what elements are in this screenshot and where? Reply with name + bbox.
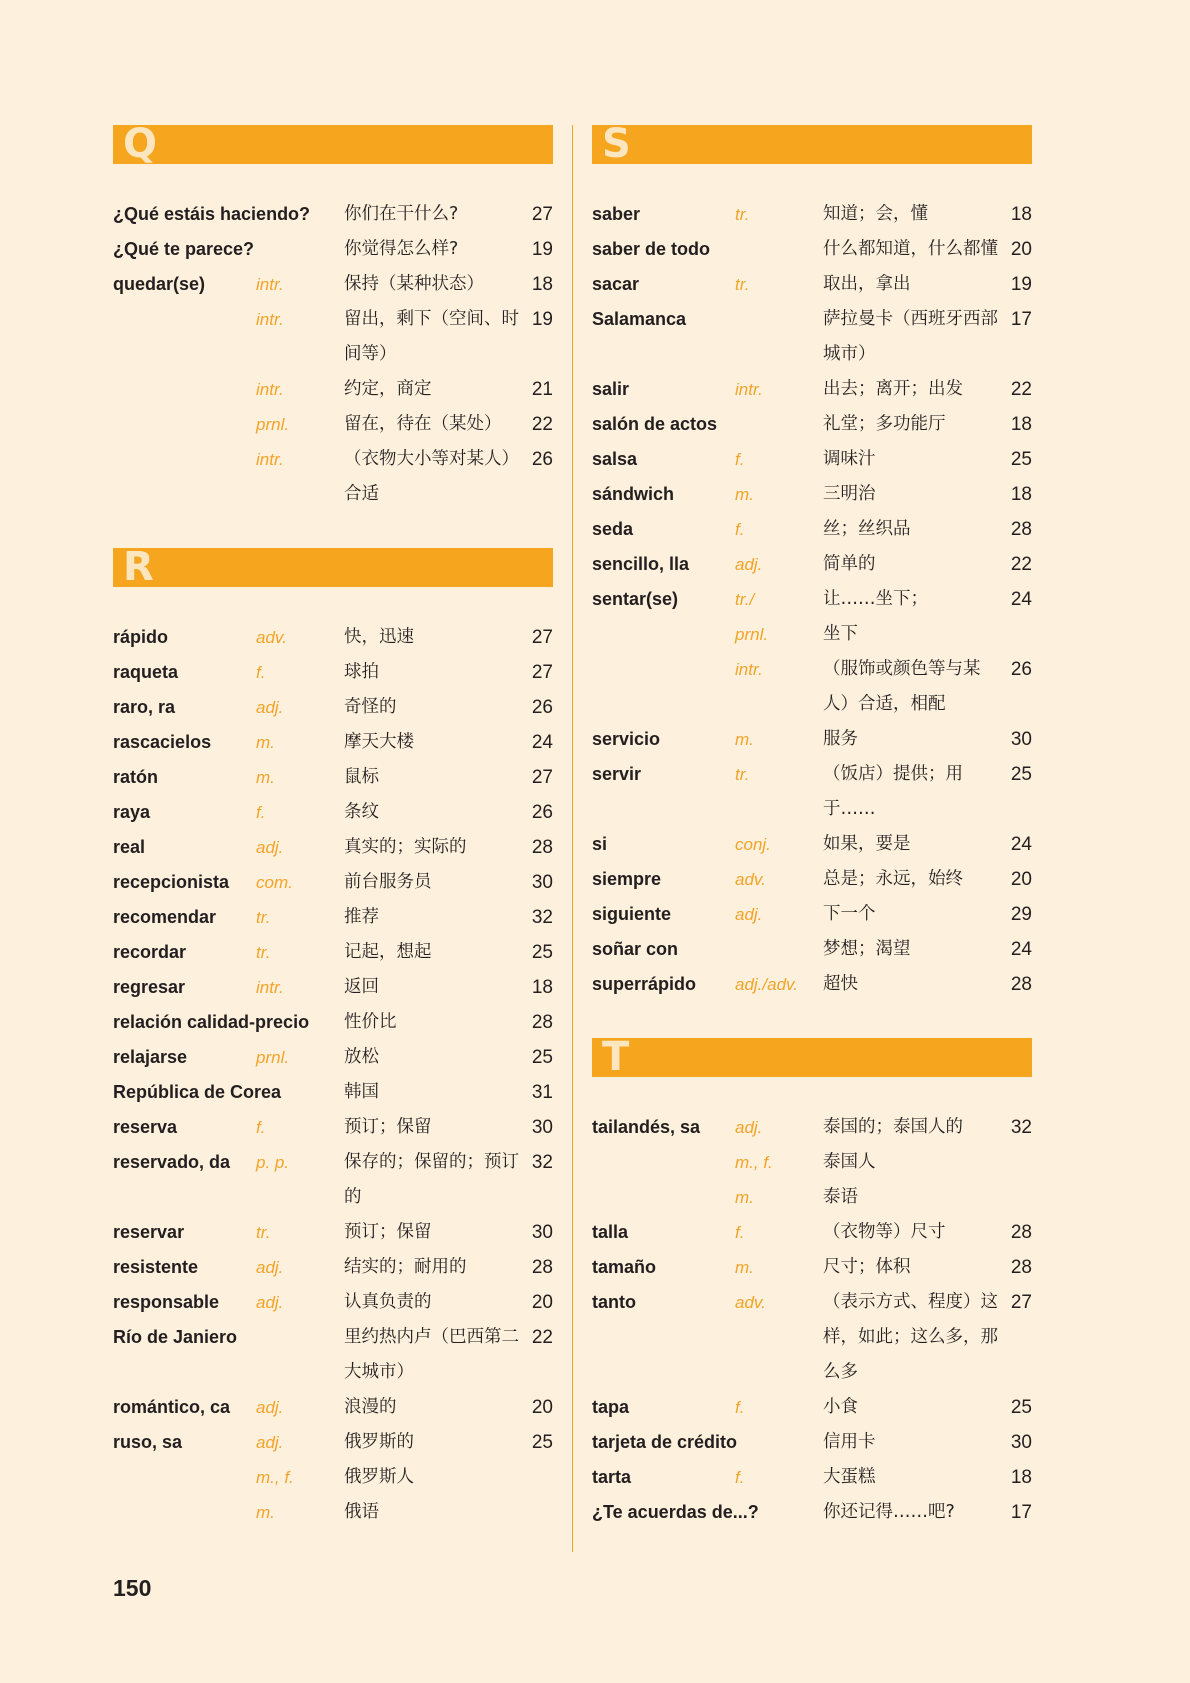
entry-pos: intr. xyxy=(256,310,284,329)
section-letter: S xyxy=(602,121,631,167)
entry-lesson: 27 xyxy=(531,767,553,788)
entry-translation: 返回 xyxy=(344,977,379,997)
entry-lesson: 24 xyxy=(1010,589,1032,610)
entry-row xyxy=(592,1145,1032,1180)
entry-word: sacar xyxy=(592,274,640,294)
entry-translation: （衣物等）尺寸 xyxy=(823,1222,946,1242)
entry-row xyxy=(113,1145,553,1215)
entry-word: sencillo, lla xyxy=(592,554,690,574)
entry-word: responsable xyxy=(113,1292,220,1312)
entry-row xyxy=(113,830,553,865)
entry-pos: f. xyxy=(256,1118,266,1137)
section-letter: Q xyxy=(123,121,158,167)
entry-row xyxy=(113,1040,553,1075)
entry-lesson: 17 xyxy=(1010,309,1032,330)
entry-word: servicio xyxy=(592,729,661,749)
entry-word: reserva xyxy=(113,1117,178,1137)
entry-word: saber de todo xyxy=(592,239,711,259)
entry-row xyxy=(592,652,1032,722)
entry-row xyxy=(113,620,553,655)
entry-word: servir xyxy=(592,764,642,784)
entry-lesson: 19 xyxy=(1010,274,1032,295)
entry-pos: m. xyxy=(256,768,275,787)
entry-translation: （服饰或颜色等与某人）合适，相配 xyxy=(823,659,981,714)
entry-translation: （衣物大小等对某人）合适 xyxy=(344,449,519,504)
entry-word: ruso, sa xyxy=(113,1432,183,1452)
entry-word: superrápido xyxy=(592,974,697,994)
entry-word: Río de Janiero xyxy=(113,1327,238,1347)
entry-pos: f. xyxy=(735,450,745,469)
entry-lesson: 25 xyxy=(531,942,553,963)
entry-row xyxy=(592,267,1032,302)
entry-row xyxy=(592,1180,1032,1215)
entry-pos: tr. xyxy=(735,205,750,224)
entry-translation: 俄语 xyxy=(344,1502,379,1522)
entry-pos: f. xyxy=(256,663,266,682)
entry-pos: m. xyxy=(256,1503,275,1522)
entry-pos: p. p. xyxy=(256,1153,290,1172)
entry-lesson: 26 xyxy=(531,802,553,823)
entry-word: resistente xyxy=(113,1257,199,1277)
entry-lesson: 26 xyxy=(531,449,553,470)
entry-pos: m. xyxy=(735,1258,754,1277)
entry-translation: 奇怪的 xyxy=(344,697,397,717)
entry-pos: f. xyxy=(735,1398,745,1417)
entry-pos: adj. xyxy=(256,1293,284,1312)
entry-lesson: 20 xyxy=(531,1292,553,1313)
entry-pos: m. xyxy=(735,730,754,749)
entry-row xyxy=(592,862,1032,897)
entry-word: talla xyxy=(592,1222,629,1242)
entry-translation: 保存的；保留的；预订的 xyxy=(344,1152,519,1207)
entry-lesson: 30 xyxy=(1010,729,1032,750)
entry-word: siempre xyxy=(592,869,662,889)
entry-pos: conj. xyxy=(735,835,771,854)
entry-pos: m. xyxy=(256,733,275,752)
entry-translation: 保持（某种状态） xyxy=(344,274,484,294)
entry-translation: 俄罗斯人 xyxy=(344,1467,414,1487)
entry-word: tanto xyxy=(592,1292,636,1312)
entry-pos: tr. xyxy=(256,1223,271,1242)
entry-translation: 尺寸；体积 xyxy=(823,1257,911,1277)
entry-translation: 预订；保留 xyxy=(344,1117,432,1137)
section-header xyxy=(113,544,553,590)
entry-pos: tr./ xyxy=(735,590,755,609)
entry-word: si xyxy=(592,834,608,854)
entry-row xyxy=(592,407,1032,442)
entry-translation: （饭店）提供；用于…… xyxy=(823,764,963,819)
entry-lesson: 18 xyxy=(1010,1467,1032,1488)
entry-translation: 如果，要是 xyxy=(823,834,911,854)
entry-lesson: 30 xyxy=(531,1222,553,1243)
entry-lesson: 28 xyxy=(531,837,553,858)
entry-lesson: 30 xyxy=(1010,1432,1032,1453)
entry-translation: （表示方式、程度）这样，如此；这么多，那么多 xyxy=(823,1292,998,1382)
entry-translation: 取出，拿出 xyxy=(823,274,911,294)
entry-row xyxy=(113,1460,553,1495)
entry-translation: 留在，待在（某处） xyxy=(344,414,502,434)
entry-row xyxy=(113,1390,553,1425)
entry-pos: intr. xyxy=(256,978,284,997)
entry-word: raqueta xyxy=(113,662,179,682)
entry-pos: f. xyxy=(735,1223,745,1242)
entry-translation: 礼堂；多功能厅 xyxy=(823,414,946,434)
entry-pos: prnl. xyxy=(256,1048,290,1067)
entry-translation: 推荐 xyxy=(344,907,379,927)
entry-translation: 超快 xyxy=(823,974,858,994)
entry-lesson: 28 xyxy=(1010,974,1032,995)
entry-word: raro, ra xyxy=(113,697,176,717)
entry-lesson: 27 xyxy=(531,662,553,683)
section-s xyxy=(592,121,1032,1002)
entry-translation: 前台服务员 xyxy=(344,872,432,892)
entry-row xyxy=(592,512,1032,547)
entry-word: recomendar xyxy=(113,907,217,927)
entry-row xyxy=(113,795,553,830)
entry-pos: adj. xyxy=(256,698,284,717)
entry-translation: 让……坐下； xyxy=(823,589,928,609)
entry-word: recordar xyxy=(113,942,187,962)
entry-row xyxy=(113,1495,553,1530)
entry-translation: 坐下 xyxy=(823,624,858,644)
entry-pos: adv. xyxy=(735,1293,766,1312)
section-letter: R xyxy=(123,544,154,590)
entry-translation: 俄罗斯的 xyxy=(344,1432,414,1452)
entry-translation: 调味汁 xyxy=(823,449,876,469)
entry-lesson: 27 xyxy=(531,204,553,225)
entry-translation: 大蛋糕 xyxy=(823,1467,876,1487)
entry-word: reservar xyxy=(113,1222,185,1242)
entry-translation: 认真负责的 xyxy=(344,1292,432,1312)
entry-translation: 记起，想起 xyxy=(344,942,432,962)
entry-translation: 里约热内卢（巴西第二大城市） xyxy=(344,1327,519,1382)
entry-lesson: 26 xyxy=(1010,659,1032,680)
entry-row xyxy=(113,197,553,232)
entry-lesson: 18 xyxy=(1010,484,1032,505)
entry-pos: adj. xyxy=(735,905,763,924)
entry-lesson: 18 xyxy=(1010,414,1032,435)
entry-lesson: 20 xyxy=(1010,869,1032,890)
entry-row xyxy=(592,722,1032,757)
entry-lesson: 30 xyxy=(531,872,553,893)
entry-word: Salamanca xyxy=(592,309,687,329)
entry-row xyxy=(592,1495,1032,1530)
entry-row xyxy=(592,1110,1032,1145)
entry-pos: tr. xyxy=(256,908,271,927)
entry-row xyxy=(592,1460,1032,1495)
entry-word: tailandés, sa xyxy=(592,1117,701,1137)
entry-lesson: 32 xyxy=(1010,1117,1032,1138)
entry-translation: 什么都知道，什么都懂 xyxy=(823,239,998,259)
entry-lesson: 25 xyxy=(531,1047,553,1068)
entry-word: salsa xyxy=(592,449,638,469)
entry-translation: 小食 xyxy=(823,1397,858,1417)
entry-row xyxy=(113,372,553,407)
entry-translation: 丝；丝织品 xyxy=(823,519,911,539)
entry-lesson: 18 xyxy=(531,977,553,998)
entry-row xyxy=(113,655,553,690)
entry-pos: adj. xyxy=(256,1398,284,1417)
entry-word: relajarse xyxy=(113,1047,188,1067)
entry-lesson: 22 xyxy=(531,1327,553,1348)
entry-lesson: 17 xyxy=(1010,1502,1032,1523)
entry-pos: adv. xyxy=(735,870,766,889)
section-t xyxy=(592,1034,1032,1530)
entry-translation: 出去；离开；出发 xyxy=(823,379,963,399)
page-number: 150 xyxy=(113,1575,152,1601)
entry-pos: f. xyxy=(735,520,745,539)
entry-row xyxy=(592,372,1032,407)
entry-lesson: 22 xyxy=(531,414,553,435)
entry-pos: m., f. xyxy=(256,1468,294,1487)
entry-row xyxy=(113,760,553,795)
entry-translation: 浪漫的 xyxy=(344,1397,397,1417)
entry-lesson: 26 xyxy=(531,697,553,718)
entry-word: soñar con xyxy=(592,939,679,959)
entry-lesson: 22 xyxy=(1010,554,1032,575)
entry-row xyxy=(592,932,1032,967)
entry-lesson: 31 xyxy=(531,1082,553,1103)
entry-row xyxy=(592,582,1032,617)
left-column xyxy=(113,121,553,1566)
entry-word: quedar(se) xyxy=(113,274,206,294)
entry-row xyxy=(592,1215,1032,1250)
entry-row xyxy=(592,547,1032,582)
entry-word: ¿Qué estáis haciendo? xyxy=(113,204,311,224)
entry-translation: 服务 xyxy=(823,729,858,749)
entry-row xyxy=(592,302,1032,372)
entry-row xyxy=(592,477,1032,512)
entry-row xyxy=(113,1250,553,1285)
entry-translation: 预订；保留 xyxy=(344,1222,432,1242)
entry-translation: 你觉得怎么样? xyxy=(344,239,459,259)
entry-row xyxy=(113,1005,553,1040)
entry-lesson: 29 xyxy=(1010,904,1032,925)
section-q xyxy=(113,121,553,512)
entry-translation: 简单的 xyxy=(823,554,876,574)
entry-translation: 快，迅速 xyxy=(344,627,414,647)
entry-word: siguiente xyxy=(592,904,672,924)
entry-row xyxy=(592,1250,1032,1285)
entry-row xyxy=(113,1425,553,1460)
entry-row xyxy=(113,900,553,935)
entry-word: sándwich xyxy=(592,484,675,504)
entry-row xyxy=(113,1285,553,1320)
entry-translation: 总是；永远，始终 xyxy=(823,869,963,889)
entry-pos: adj. xyxy=(735,555,763,574)
entry-translation: 留出，剩下（空间、时间等） xyxy=(344,309,519,364)
entry-pos: m. xyxy=(735,485,754,504)
entry-word: tarta xyxy=(592,1467,632,1487)
entry-translation: 你们在干什么? xyxy=(344,204,459,224)
section-header xyxy=(113,121,553,167)
entry-word: salón de actos xyxy=(592,414,718,434)
entry-word: tamaño xyxy=(592,1257,657,1277)
entry-translation: 泰国的；泰国人的 xyxy=(823,1117,963,1137)
entry-pos: adj. xyxy=(256,838,284,857)
entry-row xyxy=(592,617,1032,652)
entry-row xyxy=(113,1075,553,1110)
section-r xyxy=(113,544,553,1530)
entry-lesson: 32 xyxy=(531,1152,553,1173)
entry-row xyxy=(592,442,1032,477)
entry-word: tarjeta de crédito xyxy=(592,1432,738,1452)
entry-pos: intr. xyxy=(256,275,284,294)
entry-lesson: 25 xyxy=(1010,1397,1032,1418)
entry-pos: adv. xyxy=(256,628,287,647)
entry-word: raya xyxy=(113,802,151,822)
entry-lesson: 19 xyxy=(531,239,553,260)
entry-row xyxy=(592,1285,1032,1390)
entry-lesson: 20 xyxy=(1010,239,1032,260)
entry-word: seda xyxy=(592,519,634,539)
entry-row xyxy=(113,935,553,970)
entry-word: ¿Te acuerdas de...? xyxy=(592,1502,759,1522)
entry-word: romántico, ca xyxy=(113,1397,231,1417)
entry-row xyxy=(113,1215,553,1250)
entry-word: tapa xyxy=(592,1397,630,1417)
entry-translation: 性价比 xyxy=(344,1012,397,1032)
section-letter: T xyxy=(602,1034,630,1080)
entry-lesson: 24 xyxy=(531,732,553,753)
entry-pos: tr. xyxy=(256,943,271,962)
entry-word: ¿Qué te parece? xyxy=(113,239,255,259)
entry-word: regresar xyxy=(113,977,186,997)
entry-pos: intr. xyxy=(735,380,763,399)
entry-row xyxy=(113,970,553,1005)
entry-pos: intr. xyxy=(256,450,284,469)
entry-lesson: 21 xyxy=(531,379,553,400)
entry-row xyxy=(113,407,553,442)
entry-word: sentar(se) xyxy=(592,589,679,609)
entry-row xyxy=(592,1425,1032,1460)
entry-row xyxy=(592,757,1032,827)
entry-pos: adj./adv. xyxy=(735,975,799,994)
entry-word: rascacielos xyxy=(113,732,212,752)
entry-row xyxy=(113,690,553,725)
entry-word: rápido xyxy=(113,627,169,647)
entry-row xyxy=(113,302,553,372)
entry-pos: adj. xyxy=(735,1118,763,1137)
entry-translation: 梦想；渴望 xyxy=(823,939,911,959)
entry-pos: intr. xyxy=(256,380,284,399)
entry-row xyxy=(113,865,553,900)
entry-lesson: 24 xyxy=(1010,834,1032,855)
entry-row xyxy=(592,232,1032,267)
entry-word: salir xyxy=(592,379,630,399)
entry-lesson: 28 xyxy=(531,1257,553,1278)
entry-pos: tr. xyxy=(735,275,750,294)
entry-word: relación calidad-precio xyxy=(113,1012,310,1032)
entry-row xyxy=(592,197,1032,232)
section-header xyxy=(592,1034,1032,1080)
entry-word: recepcionista xyxy=(113,872,230,892)
entry-translation: 韩国 xyxy=(344,1082,379,1102)
entry-word: ratón xyxy=(113,767,158,787)
entry-lesson: 28 xyxy=(1010,1222,1032,1243)
entry-lesson: 22 xyxy=(1010,379,1032,400)
entry-lesson: 24 xyxy=(1010,939,1032,960)
entry-translation: 知道；会，懂 xyxy=(823,204,928,224)
entry-word: real xyxy=(113,837,146,857)
entry-lesson: 28 xyxy=(1010,519,1032,540)
entry-translation: 三明治 xyxy=(823,484,876,504)
section-header xyxy=(592,121,1032,167)
entry-lesson: 27 xyxy=(1010,1292,1032,1313)
entry-lesson: 27 xyxy=(531,627,553,648)
entry-translation: 你还记得……吧? xyxy=(823,1502,955,1522)
entry-row xyxy=(113,267,553,302)
entry-row xyxy=(592,827,1032,862)
entry-row xyxy=(113,1110,553,1145)
column-divider xyxy=(572,125,573,1552)
entry-pos: tr. xyxy=(735,765,750,784)
entry-translation: 球拍 xyxy=(344,662,379,682)
entry-lesson: 25 xyxy=(1010,449,1032,470)
right-column xyxy=(592,121,1032,1566)
entry-pos: intr. xyxy=(735,660,763,679)
entry-pos: m. xyxy=(735,1188,754,1207)
entry-pos: com. xyxy=(256,873,293,892)
entry-pos: adj. xyxy=(256,1433,284,1452)
entry-pos: f. xyxy=(256,803,266,822)
entry-translation: 真实的；实际的 xyxy=(344,837,467,857)
entry-row xyxy=(113,442,553,512)
entry-lesson: 28 xyxy=(1010,1257,1032,1278)
entry-lesson: 30 xyxy=(531,1117,553,1138)
entry-pos: adj. xyxy=(256,1258,284,1277)
entry-row xyxy=(592,897,1032,932)
entry-lesson: 32 xyxy=(531,907,553,928)
entry-row xyxy=(592,1390,1032,1425)
entry-lesson: 19 xyxy=(531,309,553,330)
entry-translation: 放松 xyxy=(344,1047,379,1067)
entry-translation: 下一个 xyxy=(823,904,876,924)
entry-lesson: 20 xyxy=(531,1397,553,1418)
entry-translation: 泰国人 xyxy=(823,1152,876,1172)
entry-pos: prnl. xyxy=(735,625,769,644)
entry-word: saber xyxy=(592,204,641,224)
entry-translation: 结实的；耐用的 xyxy=(344,1257,467,1277)
entry-translation: 摩天大楼 xyxy=(344,732,414,752)
entry-lesson: 18 xyxy=(1010,204,1032,225)
entry-translation: 萨拉曼卡（西班牙西部城市） xyxy=(823,309,998,364)
entry-row xyxy=(113,725,553,760)
entry-translation: 鼠标 xyxy=(344,767,379,787)
entry-word: República de Corea xyxy=(113,1082,282,1102)
entry-pos: m., f. xyxy=(735,1153,773,1172)
entry-lesson: 18 xyxy=(531,274,553,295)
entry-translation: 约定，商定 xyxy=(344,379,432,399)
entry-pos: prnl. xyxy=(256,415,290,434)
entry-pos: f. xyxy=(735,1468,745,1487)
entry-translation: 条纹 xyxy=(344,802,379,822)
entry-lesson: 25 xyxy=(1010,764,1032,785)
entry-lesson: 25 xyxy=(531,1432,553,1453)
entry-row xyxy=(113,232,553,267)
entry-word: reservado, da xyxy=(113,1152,231,1172)
entry-row xyxy=(113,1320,553,1390)
entry-translation: 泰语 xyxy=(823,1187,858,1207)
entry-translation: 信用卡 xyxy=(823,1432,876,1452)
entry-lesson: 28 xyxy=(531,1012,553,1033)
entry-row xyxy=(592,967,1032,1002)
